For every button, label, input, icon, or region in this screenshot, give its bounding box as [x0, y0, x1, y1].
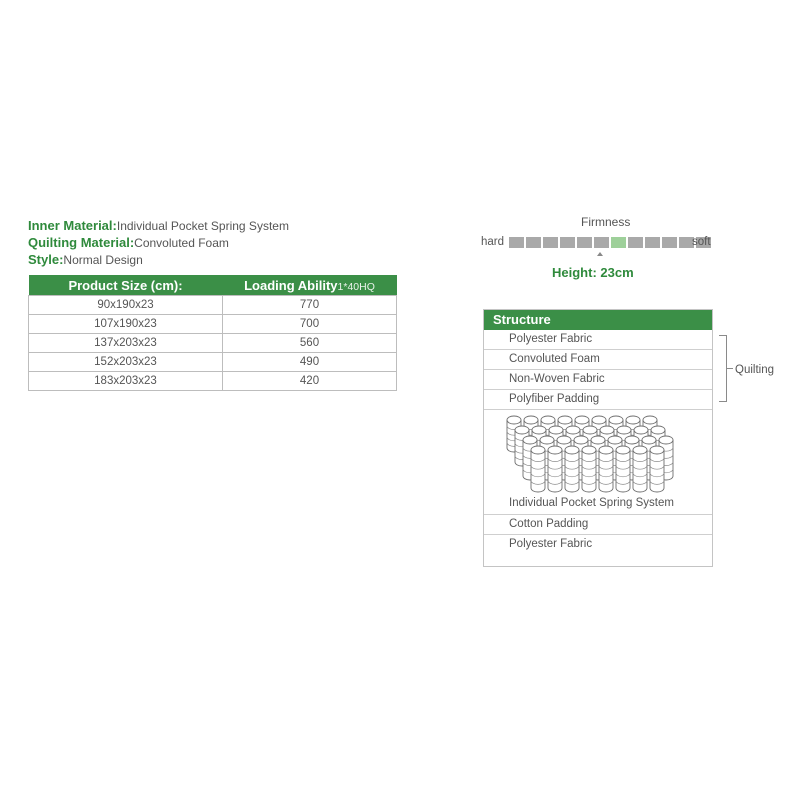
quilting-material-label: Quilting Material:	[28, 235, 135, 250]
spec-inner-material	[28, 218, 289, 234]
firmness-segment	[645, 237, 660, 248]
structure-box	[483, 309, 713, 567]
firmness-segment	[560, 237, 575, 248]
structure-title: Structure	[484, 310, 712, 330]
header-loading-label: Loading Ability	[244, 277, 338, 293]
firmness-segment	[526, 237, 541, 248]
spec-quilting-material	[28, 235, 229, 251]
loading-cell: 560	[223, 334, 397, 353]
table-row	[29, 296, 397, 315]
style-value: Normal Design	[63, 253, 143, 267]
structure-layer: Non-Woven Fabric	[484, 370, 712, 390]
header-loading-unit: 1*40HQ	[337, 280, 375, 293]
firmness-soft-label: soft	[692, 236, 711, 248]
structure-layer: Convoluted Foam	[484, 350, 712, 370]
inner-material-value: Individual Pocket Spring System	[116, 219, 289, 233]
size-cell: 90x190x23	[29, 296, 223, 315]
quilting-label: Quilting	[735, 364, 774, 376]
size-cell: 137x203x23	[29, 334, 223, 353]
table-row	[29, 334, 397, 353]
quilting-bracket-tick	[727, 368, 733, 369]
loading-cell: 420	[223, 372, 397, 391]
firmness-segment	[662, 237, 677, 248]
firmness-segment	[543, 237, 558, 248]
firmness-segment	[628, 237, 643, 248]
spec-style	[28, 252, 143, 268]
firmness-segment	[611, 237, 626, 248]
firmness-hard-label: hard	[481, 236, 505, 248]
loading-cell: 490	[223, 353, 397, 372]
mattress-height: Height: 23cm	[552, 265, 634, 280]
size-cell: 107x190x23	[29, 315, 223, 334]
structure-bottom-layer: Cotton Padding	[484, 515, 712, 535]
table-row	[29, 372, 397, 391]
pocket-springs-icon	[502, 414, 682, 498]
firmness-segment	[509, 237, 524, 248]
firmness-title: Firmness	[581, 215, 631, 229]
loading-cell: 770	[223, 296, 397, 315]
spring-system-label: Individual Pocket Spring System	[484, 496, 712, 515]
loading-cell: 700	[223, 315, 397, 334]
firmness-segment	[594, 237, 609, 248]
firmness-scale	[509, 237, 711, 248]
size-cell: 183x203x23	[29, 372, 223, 391]
quilting-material-value: Convoluted Foam	[134, 236, 229, 250]
firmness-segment	[577, 237, 592, 248]
table-header-row	[29, 275, 397, 296]
table-row	[29, 315, 397, 334]
product-size-table	[28, 275, 397, 391]
structure-layer: Polyfiber Padding	[484, 390, 712, 410]
header-loading-ability	[223, 275, 397, 296]
pocket-spring-illustration	[484, 410, 712, 496]
size-cell: 152x203x23	[29, 353, 223, 372]
structure-bottom-layer: Polyester Fabric	[509, 538, 593, 550]
inner-material-label: Inner Material:	[28, 218, 117, 233]
quilting-bracket	[719, 335, 727, 402]
structure-layer: Polyester Fabric	[484, 330, 712, 350]
style-label: Style:	[28, 252, 64, 267]
firmness-pointer-icon	[597, 252, 603, 256]
table-row	[29, 353, 397, 372]
header-product-size: Product Size (cm):	[29, 275, 223, 296]
